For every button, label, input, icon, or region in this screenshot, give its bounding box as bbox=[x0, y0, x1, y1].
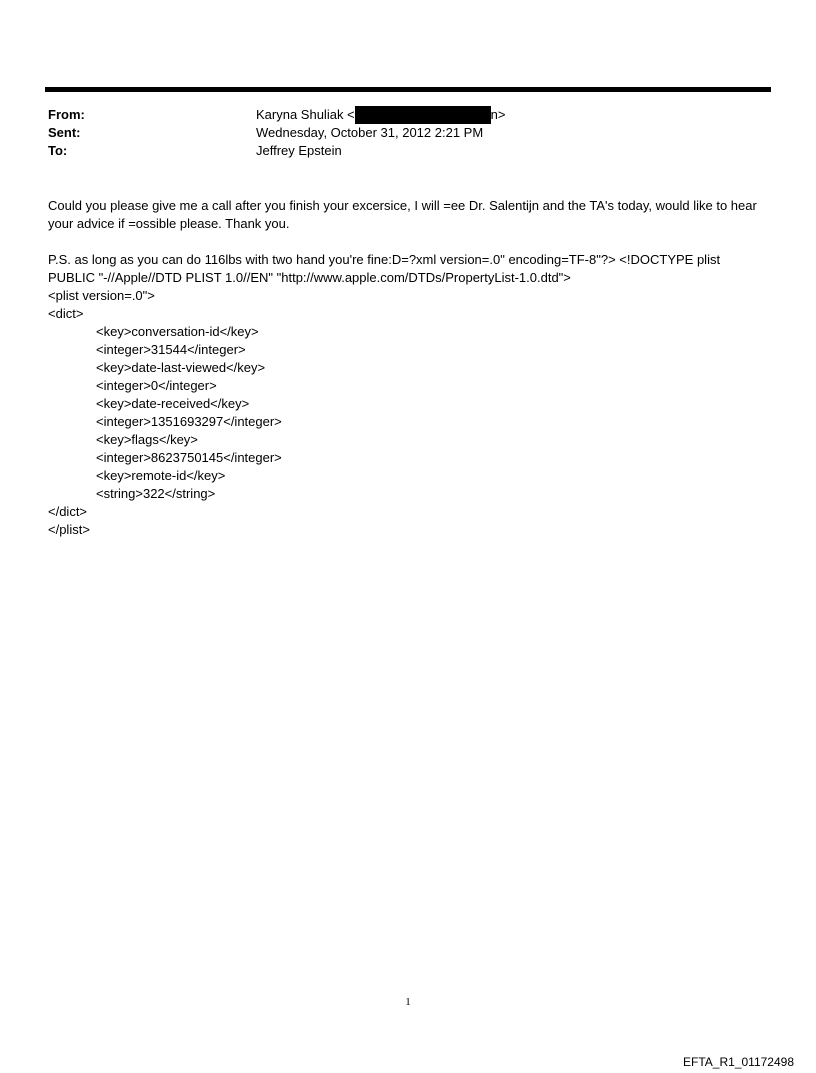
plist-line: <key>conversation-id</key> bbox=[96, 324, 259, 339]
plist-line: <key>date-last-viewed</key> bbox=[96, 360, 266, 375]
plist-block bbox=[48, 287, 760, 539]
from-tail: n> bbox=[490, 107, 506, 122]
plist-line: </dict> bbox=[48, 504, 88, 519]
plist-line: <key>remote-id</key> bbox=[96, 468, 226, 483]
plist-line: <string>322</string> bbox=[96, 486, 216, 501]
plist-line: </plist> bbox=[48, 522, 90, 537]
plist-line: <integer>31544</integer> bbox=[96, 342, 246, 357]
from-name: Karyna Shuliak < bbox=[256, 107, 355, 122]
sent-label: Sent: bbox=[48, 125, 81, 140]
header-rule bbox=[45, 87, 771, 92]
from-label: From: bbox=[48, 107, 85, 122]
to-value: Jeffrey Epstein bbox=[256, 143, 342, 158]
to-label: To: bbox=[48, 143, 68, 158]
plist-line: <integer>0</integer> bbox=[96, 378, 217, 393]
page-number: 1 bbox=[405, 996, 411, 1008]
message-paragraph-1: Could you please give me a call after you finish your excersice, I will =ee Dr. Salentijn and the TA's today, would like to hear your advice if =ossible please. Thank you. bbox=[48, 198, 761, 231]
message-paragraph-2: P.S. as long as you can do 116lbs with two hand you're fine:D=?xml version=.0" encoding=TF-8"?> <!DOCTYPE plist PUBLIC "-//Apple//DTD PLIST 1.0//EN" "http://www.apple.com/DTDs/PropertyList-1.0.dtd"> bbox=[48, 252, 724, 285]
sent-value: Wednesday, October 31, 2012 2:21 PM bbox=[256, 125, 484, 140]
from-value bbox=[256, 106, 505, 124]
plist-line: <dict> bbox=[48, 306, 84, 321]
plist-line: <integer>8623750145</integer> bbox=[96, 450, 282, 465]
document-id: EFTA_R1_01172498 bbox=[683, 1055, 794, 1069]
plist-line: <key>date-received</key> bbox=[96, 396, 250, 411]
plist-line: <key>flags</key> bbox=[96, 432, 198, 447]
plist-line: <integer>1351693297</integer> bbox=[96, 414, 282, 429]
redaction-block bbox=[355, 106, 491, 124]
plist-line: <plist version=.0"> bbox=[48, 288, 155, 303]
